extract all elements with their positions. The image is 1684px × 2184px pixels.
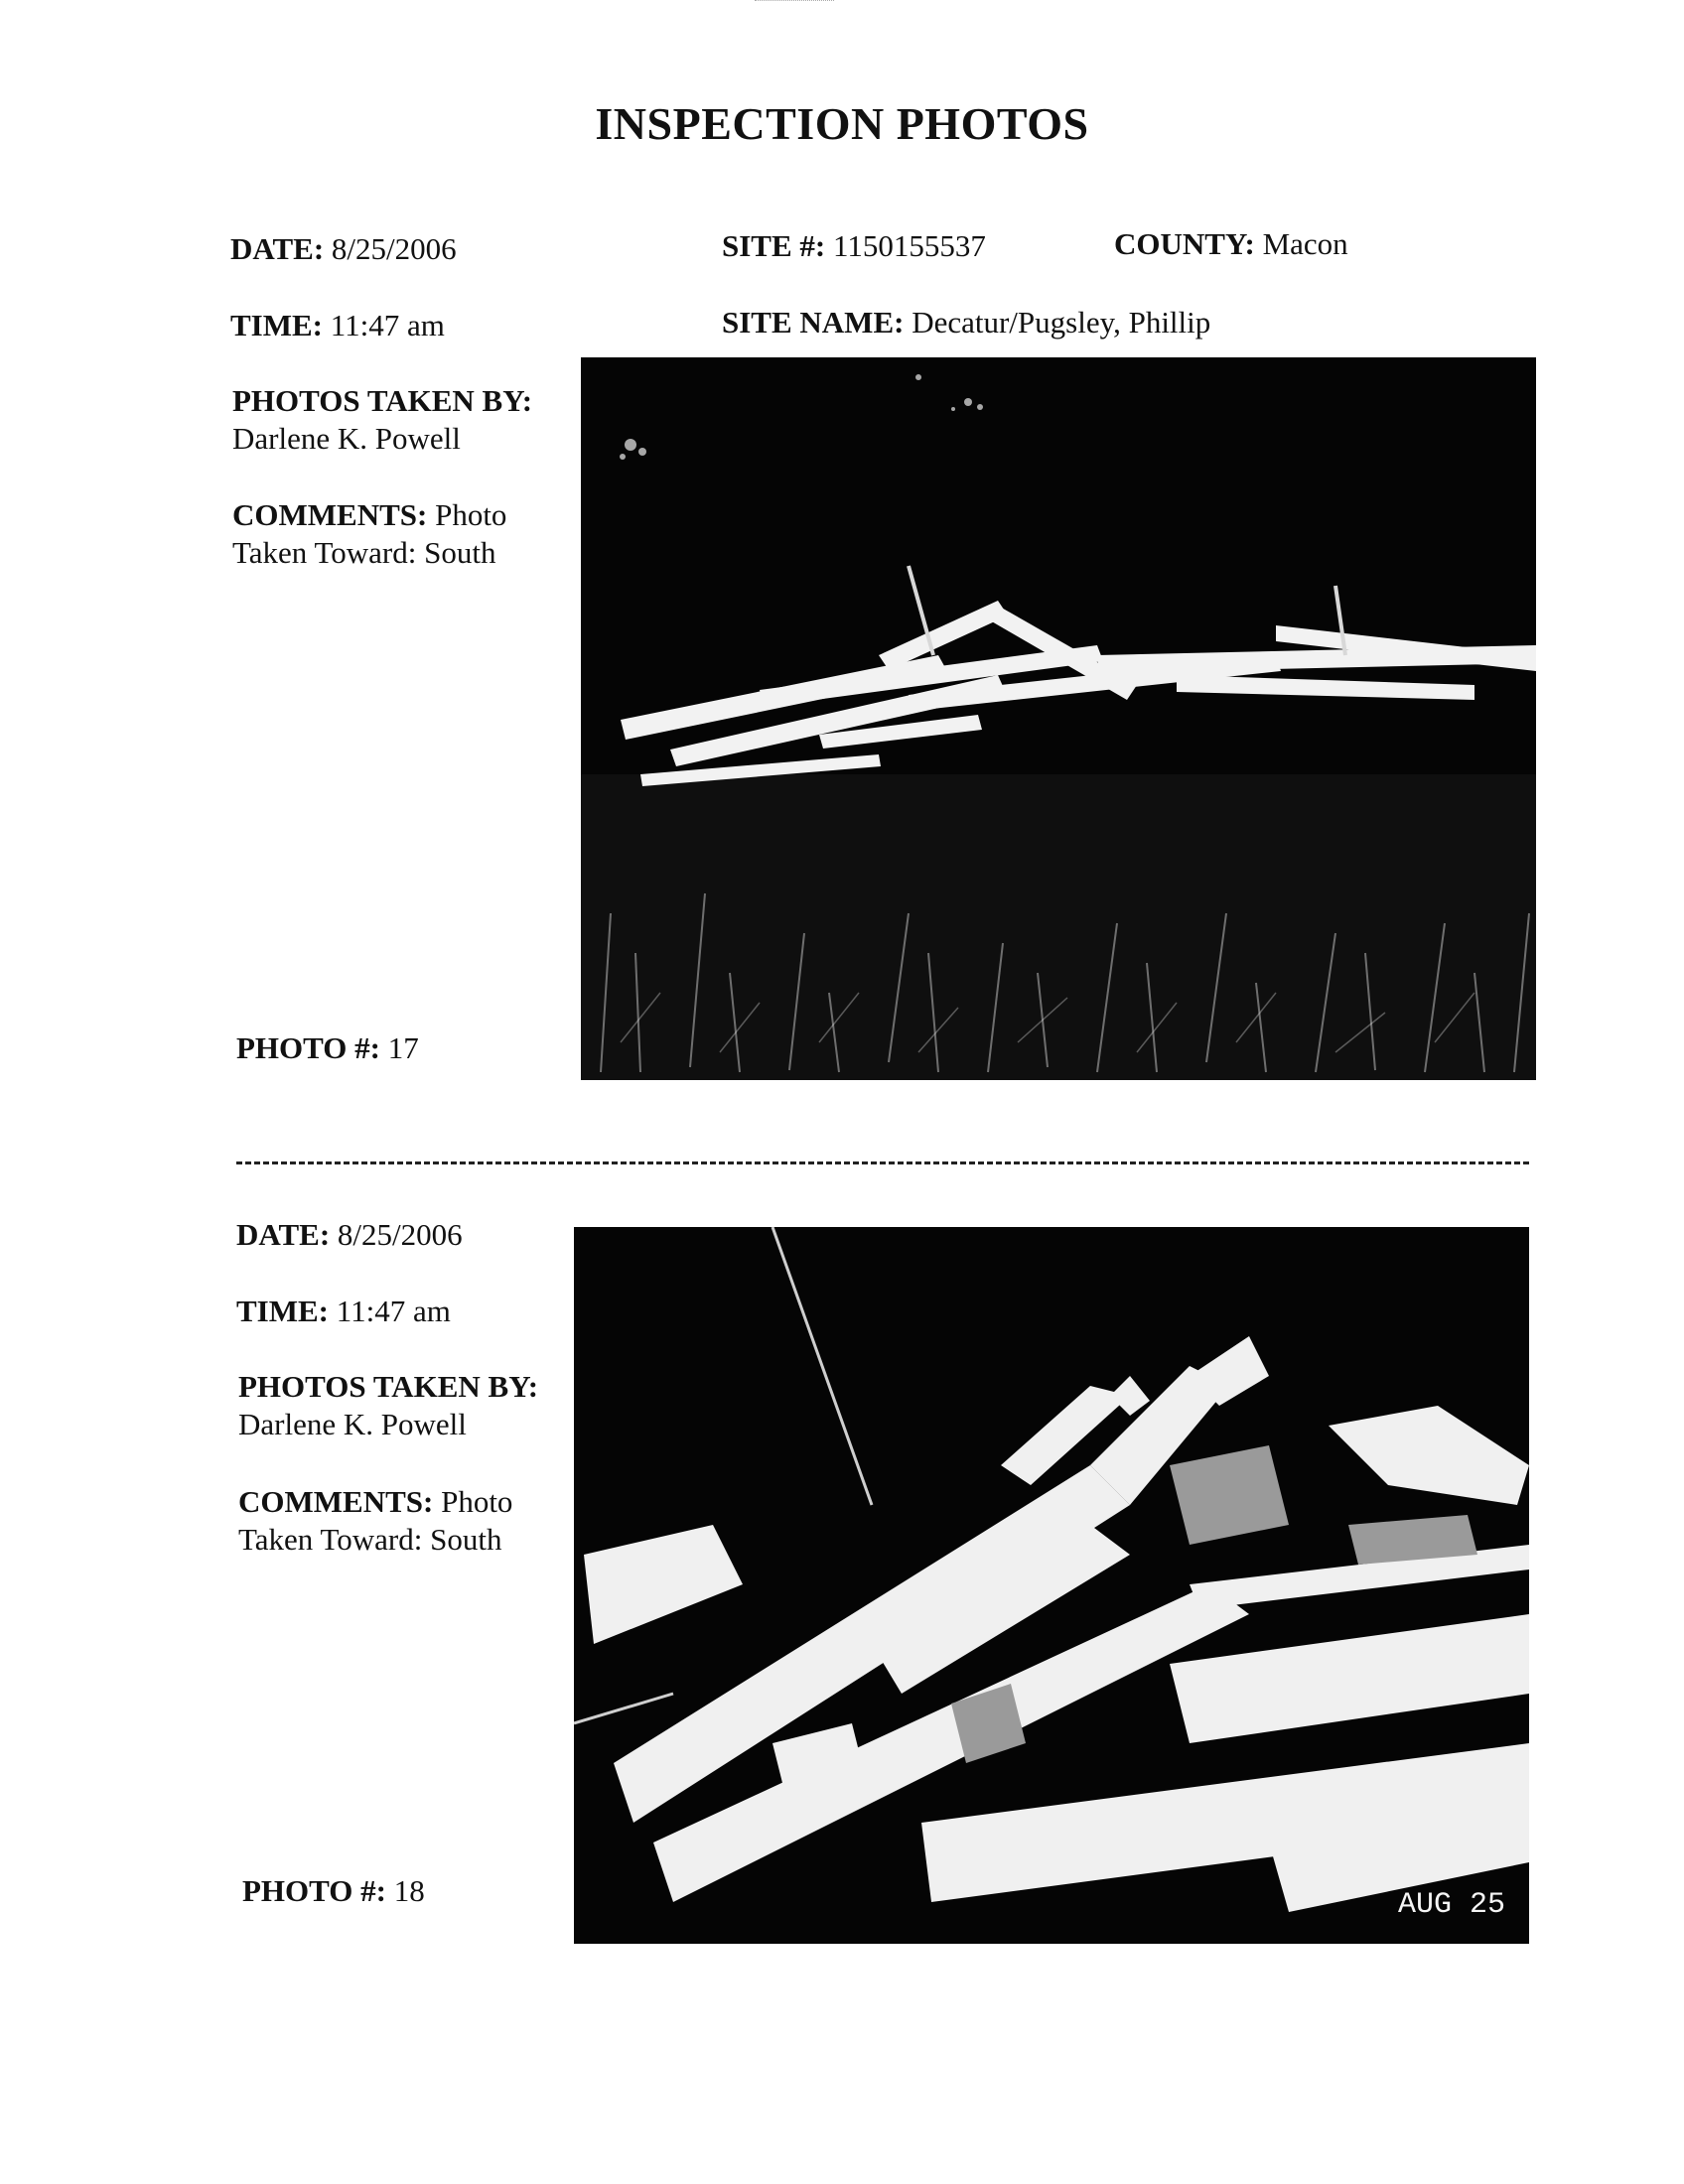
debris-closeup-photo bbox=[574, 1227, 1529, 1944]
comments-value-line2: Taken Toward: South bbox=[232, 535, 496, 570]
date-value: 8/25/2006 bbox=[331, 231, 457, 266]
comments-1 bbox=[232, 496, 570, 572]
comments-label: COMMENTS: bbox=[232, 497, 428, 532]
time-value: 11:47 am bbox=[336, 1294, 451, 1328]
date-field-2 bbox=[236, 1216, 463, 1254]
date-field-1 bbox=[230, 230, 457, 268]
site-name-label: SITE NAME: bbox=[722, 305, 905, 340]
scan-artifact bbox=[755, 0, 834, 1]
taken-by-label: PHOTOS TAKEN BY: bbox=[232, 383, 533, 418]
inspection-photo-17 bbox=[581, 357, 1536, 1080]
site-number-field bbox=[722, 227, 986, 265]
comments-value-line2: Taken Toward: South bbox=[238, 1522, 502, 1557]
photo-number-value: 18 bbox=[393, 1873, 425, 1908]
photo-number-label: PHOTO #: bbox=[242, 1873, 386, 1908]
site-name-value: Decatur/Pugsley, Phillip bbox=[912, 305, 1211, 340]
photo-number-label: PHOTO #: bbox=[236, 1030, 380, 1065]
taken-by-value: Darlene K. Powell bbox=[238, 1407, 467, 1441]
time-field-2 bbox=[236, 1293, 451, 1330]
date-label: DATE: bbox=[230, 231, 325, 266]
county-field bbox=[1114, 225, 1348, 263]
debris-pile-photo bbox=[581, 357, 1536, 1080]
photos-taken-by-1 bbox=[232, 382, 570, 458]
site-number-label: SITE #: bbox=[722, 228, 826, 263]
time-label: TIME: bbox=[236, 1294, 329, 1328]
photos-taken-by-2 bbox=[238, 1368, 576, 1443]
date-value: 8/25/2006 bbox=[337, 1217, 463, 1252]
comments-label: COMMENTS: bbox=[238, 1484, 434, 1519]
county-label: COUNTY: bbox=[1114, 226, 1255, 261]
site-name-field bbox=[722, 304, 1210, 341]
taken-by-label: PHOTOS TAKEN BY: bbox=[238, 1369, 539, 1404]
photo-date-stamp: AUG 25 bbox=[1398, 1888, 1506, 1922]
photo-number-value: 17 bbox=[387, 1030, 419, 1065]
comments-value-line1: Photo bbox=[441, 1484, 513, 1519]
date-label: DATE: bbox=[236, 1217, 331, 1252]
photo-number-2 bbox=[242, 1872, 425, 1910]
time-label: TIME: bbox=[230, 308, 323, 342]
page-title: INSPECTION PHOTOS bbox=[595, 98, 1089, 149]
county-value: Macon bbox=[1262, 226, 1348, 261]
time-field-1 bbox=[230, 307, 445, 344]
comments-2 bbox=[238, 1483, 576, 1559]
photo-number-1 bbox=[236, 1029, 419, 1067]
section-divider bbox=[236, 1161, 1529, 1164]
comments-value-line1: Photo bbox=[435, 497, 507, 532]
site-number-value: 1150155537 bbox=[832, 228, 986, 263]
inspection-photo-18 bbox=[574, 1227, 1529, 1944]
taken-by-value: Darlene K. Powell bbox=[232, 421, 461, 456]
time-value: 11:47 am bbox=[330, 308, 445, 342]
